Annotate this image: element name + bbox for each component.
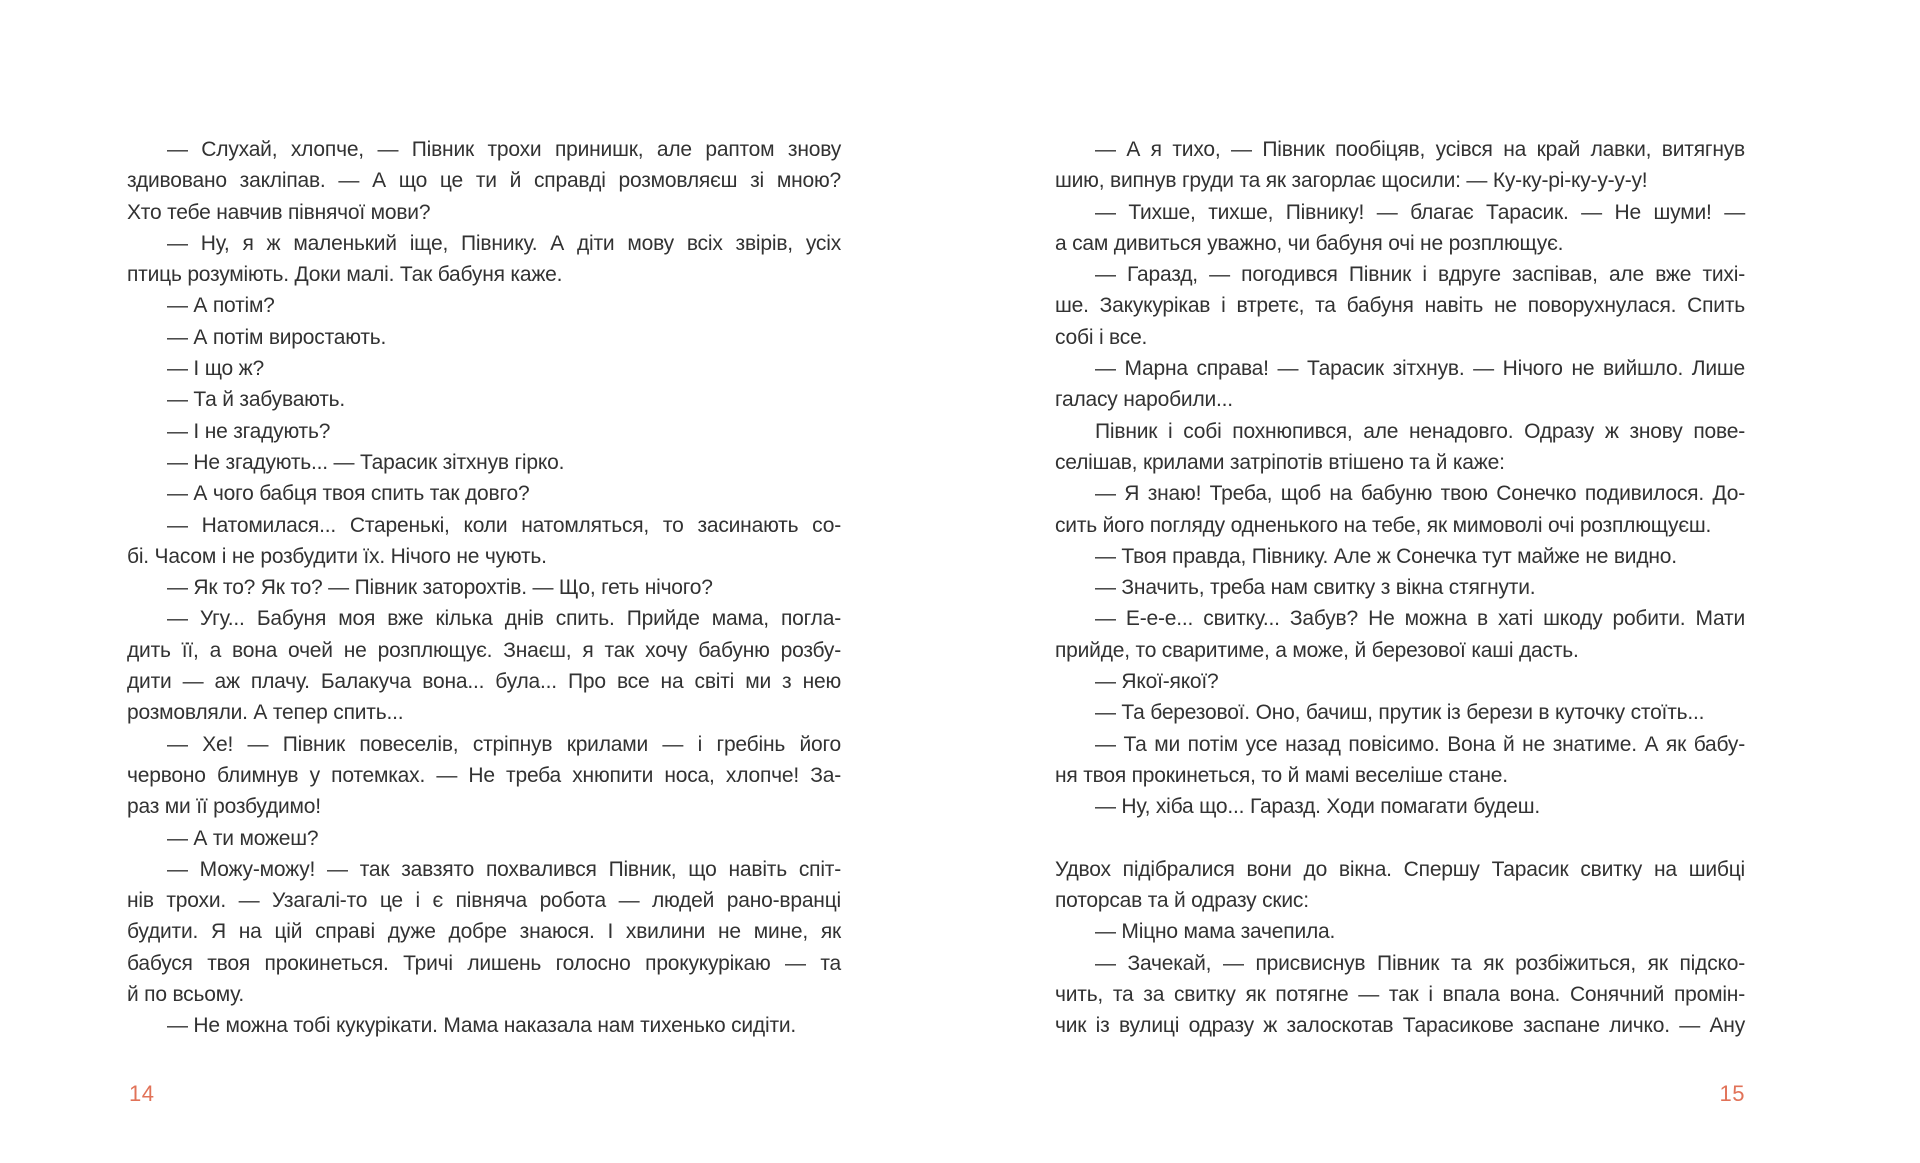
text-line: — І не згадують? — [167, 419, 331, 443]
text-line: — Не можна тобі кукурікати. Мама наказала нам тихенько сидіти. — [167, 1014, 797, 1038]
text-line: — Не згадують... — Тарасик зітхнув гірко. — [167, 450, 565, 474]
text-line: бабуся твоя прокинеться. Тричі лишень голосно прокукурікаю — та — [127, 951, 841, 975]
text-line: шию, випнув груди та як загорлає щосили: — Ку-ку-рі-ку-у-у-у! — [1055, 169, 1648, 193]
text-line: — Міцно мама зачепила. — [1095, 920, 1336, 944]
text-line: будити. Я на цій справі дуже добре знаюся. І хвилини не мине, як — [127, 920, 841, 944]
text-line: бі. Часом і не розбудити їх. Нічого не чують. — [127, 544, 547, 568]
text-line: — Ну, я ж маленький іще, Півнику. А діти мову всіх звірів, усіх — [167, 231, 841, 255]
text-line: — Я знаю! Треба, щоб на бабуню твою Сонечко подивилося. До- — [1095, 482, 1745, 506]
left-page-text — [127, 134, 841, 1042]
text-line: селішав, крилами затріпотів втішено та й каже: — [1055, 450, 1505, 474]
text-line: — Е-е-е... свитку... Забув? Не можна в хаті шкоду робити. Мати — [1095, 607, 1745, 631]
text-line: Удвох підібралися вони до вікна. Спершу Тарасик свитку на шибці — [1055, 857, 1745, 881]
text-line: — А ти можеш? — [167, 826, 319, 850]
text-line: ше. Закукурікав і втретє, та бабуня навіть не поворухнулася. Спить — [1055, 294, 1745, 318]
text-line: — Як то? Як то? — Півник заторохтів. — Що, геть нічого? — [167, 576, 713, 600]
text-line: — Твоя правда, Півнику. Але ж Сонечка тут майже не видно. — [1095, 544, 1677, 568]
text-line: — А я тихо, — Півник пообіцяв, усівся на край лавки, витягнув — [1095, 138, 1745, 161]
text-line: — Значить, треба нам свитку з вікна стягнути. — [1095, 576, 1536, 600]
text-line: — Слухай, хлопче, — Півник трохи принишк, але раптом знову — [167, 138, 841, 161]
text-line: дити — аж плачу. Балакуча вона... була... Про все на світі ми з нею — [127, 670, 841, 694]
text-line: чить, та за свитку як потягне — так і впала вона. Сонячний промін- — [1055, 983, 1745, 1007]
text-line: — Гаразд, — погодився Півник і вдруге заспівав, але вже тихі- — [1095, 263, 1745, 287]
text-line: — Можу-можу! — так завзято похвалився Півник, що навіть спіт- — [167, 857, 841, 881]
text-line: птиць розуміють. Доки малі. Так бабуня каже. — [127, 263, 563, 287]
page-number-left: 14 — [129, 1081, 155, 1106]
text-line: — Та березової. Оно, бачиш, прутик із берези в куточку стоїть... — [1095, 701, 1705, 725]
text-line: ня твоя прокинеться, то й мамі веселіше стане. — [1055, 763, 1508, 787]
text-line: — Натомилася... Старенькі, коли натомляться, то засинають со- — [167, 513, 841, 537]
text-line: здивовано закліпав. — А що це ти й справді розмовляєш зі мною? — [127, 169, 841, 193]
text-line: прийде, то сваритиме, а може, й березової каші дасть. — [1055, 638, 1579, 662]
text-line: Півник і собі похнюпився, але ненадовго. Одразу ж знову пове- — [1095, 419, 1745, 443]
text-line: а сам дивиться уважно, чи бабуня очі не розплющує. — [1055, 231, 1564, 255]
text-line: — Марна справа! — Тарасик зітхнув. — Нічого не вийшло. Лише — [1095, 357, 1745, 381]
text-line: дить її, а вона очей не розплющує. Знаєш, я так хочу бабуню розбу- — [127, 638, 841, 662]
text-line: — Зачекай, — присвиснув Півник та як розбіжиться, як підско- — [1095, 951, 1745, 975]
text-line: — Та ми потім усе назад повісимо. Вона й не знатиме. А як бабу- — [1095, 732, 1745, 756]
text-line: собі і все. — [1055, 325, 1148, 349]
text-line: — Та й забувають. — [167, 388, 346, 412]
text-line: — І що ж? — [167, 357, 264, 381]
text-line: й по всьому. — [127, 983, 244, 1007]
text-line: — Угу... Бабуня моя вже кілька днів спить. Прийде мама, погла- — [167, 607, 841, 631]
text-line: поторсав та й одразу скис: — [1055, 889, 1309, 913]
text-line: — А чого бабця твоя спить так довго? — [167, 482, 530, 506]
right-page-text — [1055, 134, 1745, 1042]
text-line: червоно блимнув у потемках. — Не треба хнюпити носа, хлопче! За- — [127, 763, 841, 787]
text-line: галасу наробили... — [1055, 388, 1233, 412]
text-line — [1055, 823, 1745, 854]
text-line: — А потім виростають. — [167, 325, 387, 349]
text-line: — Хе! — Півник повеселів, стріпнув крилами — і гребінь його — [167, 732, 841, 756]
text-line: — А потім? — [167, 294, 275, 318]
page-number-right: 15 — [1719, 1081, 1745, 1106]
text-line: — Тихше, тихше, Півнику! — благає Тарасик. — Не шуми! — — [1095, 200, 1745, 224]
text-line: розмовляли. А тепер спить... — [127, 701, 404, 725]
text-line: раз ми її розбудимо! — [127, 795, 321, 819]
text-line: Хто тебе навчив півнячої мови? — [127, 200, 431, 224]
text-line: сить його погляду одненького на тебе, як мимоволі очі розплющуєш. — [1055, 513, 1712, 537]
text-line: чик із вулиці одразу ж залоскотав Тарасикове заспане личко. — Ану — [1055, 1014, 1745, 1038]
text-line: — Якої-якої? — [1095, 670, 1219, 694]
text-line: — Ну, хіба що... Гаразд. Ходи помагати будеш. — [1095, 795, 1540, 819]
text-line: нів трохи. — Узагалі-то це і є півняча робота — людей рано-вранці — [127, 889, 841, 913]
